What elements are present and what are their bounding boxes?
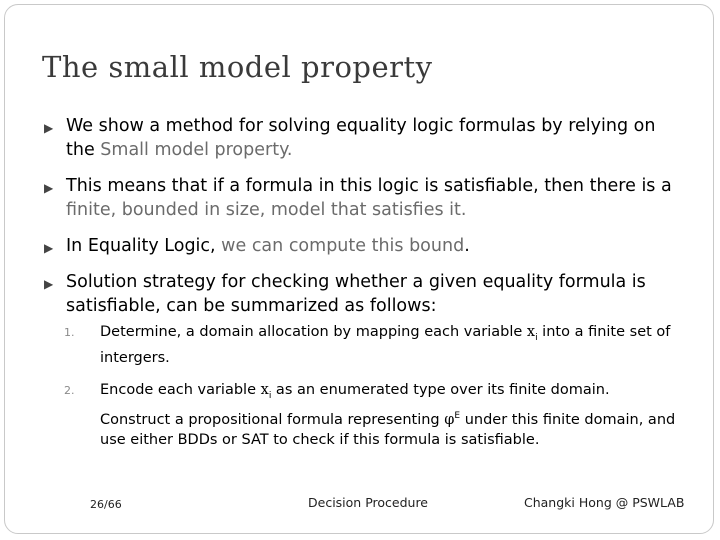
numbered-steps	[64, 322, 684, 462]
text-run: as an enumerated type over its finite domain. Construct a propositional formula representing	[100, 381, 610, 428]
text-run: Small model property.	[100, 140, 293, 160]
arrow-right-icon: ▶	[44, 241, 54, 255]
bullet-item	[42, 114, 682, 162]
arrow-right-icon: ▶	[44, 121, 54, 135]
text-run: finite, bounded in size, model that satisfies it.	[66, 200, 467, 220]
text-run: x	[260, 381, 269, 398]
text-run: Encode each variable	[100, 381, 261, 398]
bullet-item	[42, 270, 682, 318]
bullet-item	[42, 174, 682, 222]
text-run: i	[268, 390, 272, 401]
step-number: 2.	[64, 383, 75, 397]
text-run: This means that if a formula in this logic is satisfiable, then there is a	[66, 176, 672, 196]
text-run: we can compute this bound	[221, 236, 465, 256]
arrow-right-icon: ▶	[44, 277, 54, 291]
text-run: x	[526, 324, 536, 340]
step-item	[64, 380, 684, 450]
text-run: In Equality Logic,	[66, 236, 222, 256]
text-run: into a finite set of intergers.	[100, 324, 671, 366]
arrow-right-icon: ▶	[44, 181, 54, 195]
footer-course: Decision Procedure	[308, 495, 428, 510]
step-item	[64, 322, 684, 368]
bullet-item	[42, 234, 682, 258]
step-number: 1.	[64, 326, 75, 339]
page-number: 26/66	[90, 498, 122, 511]
text-run: under this finite domain, and use either BDDs or SAT to check if this formula is satisfiable.	[100, 411, 676, 448]
text-run: φ	[444, 411, 455, 428]
bullet-list	[42, 114, 682, 330]
text-run: Solution strategy for checking whether a given equality formula is satisfiable, can be summarized as follows:	[66, 272, 646, 316]
footer-author: Changki Hong @ PSWLAB	[524, 495, 685, 510]
text-run: i	[535, 332, 538, 343]
text-run: E	[454, 410, 461, 421]
text-run: We show a method for solving equality logic formulas by relying on the	[66, 116, 656, 160]
slide-title: The small model property	[42, 50, 433, 84]
text-run: .	[464, 236, 470, 256]
text-run: Determine, a domain allocation by mapping each variable	[100, 324, 527, 340]
